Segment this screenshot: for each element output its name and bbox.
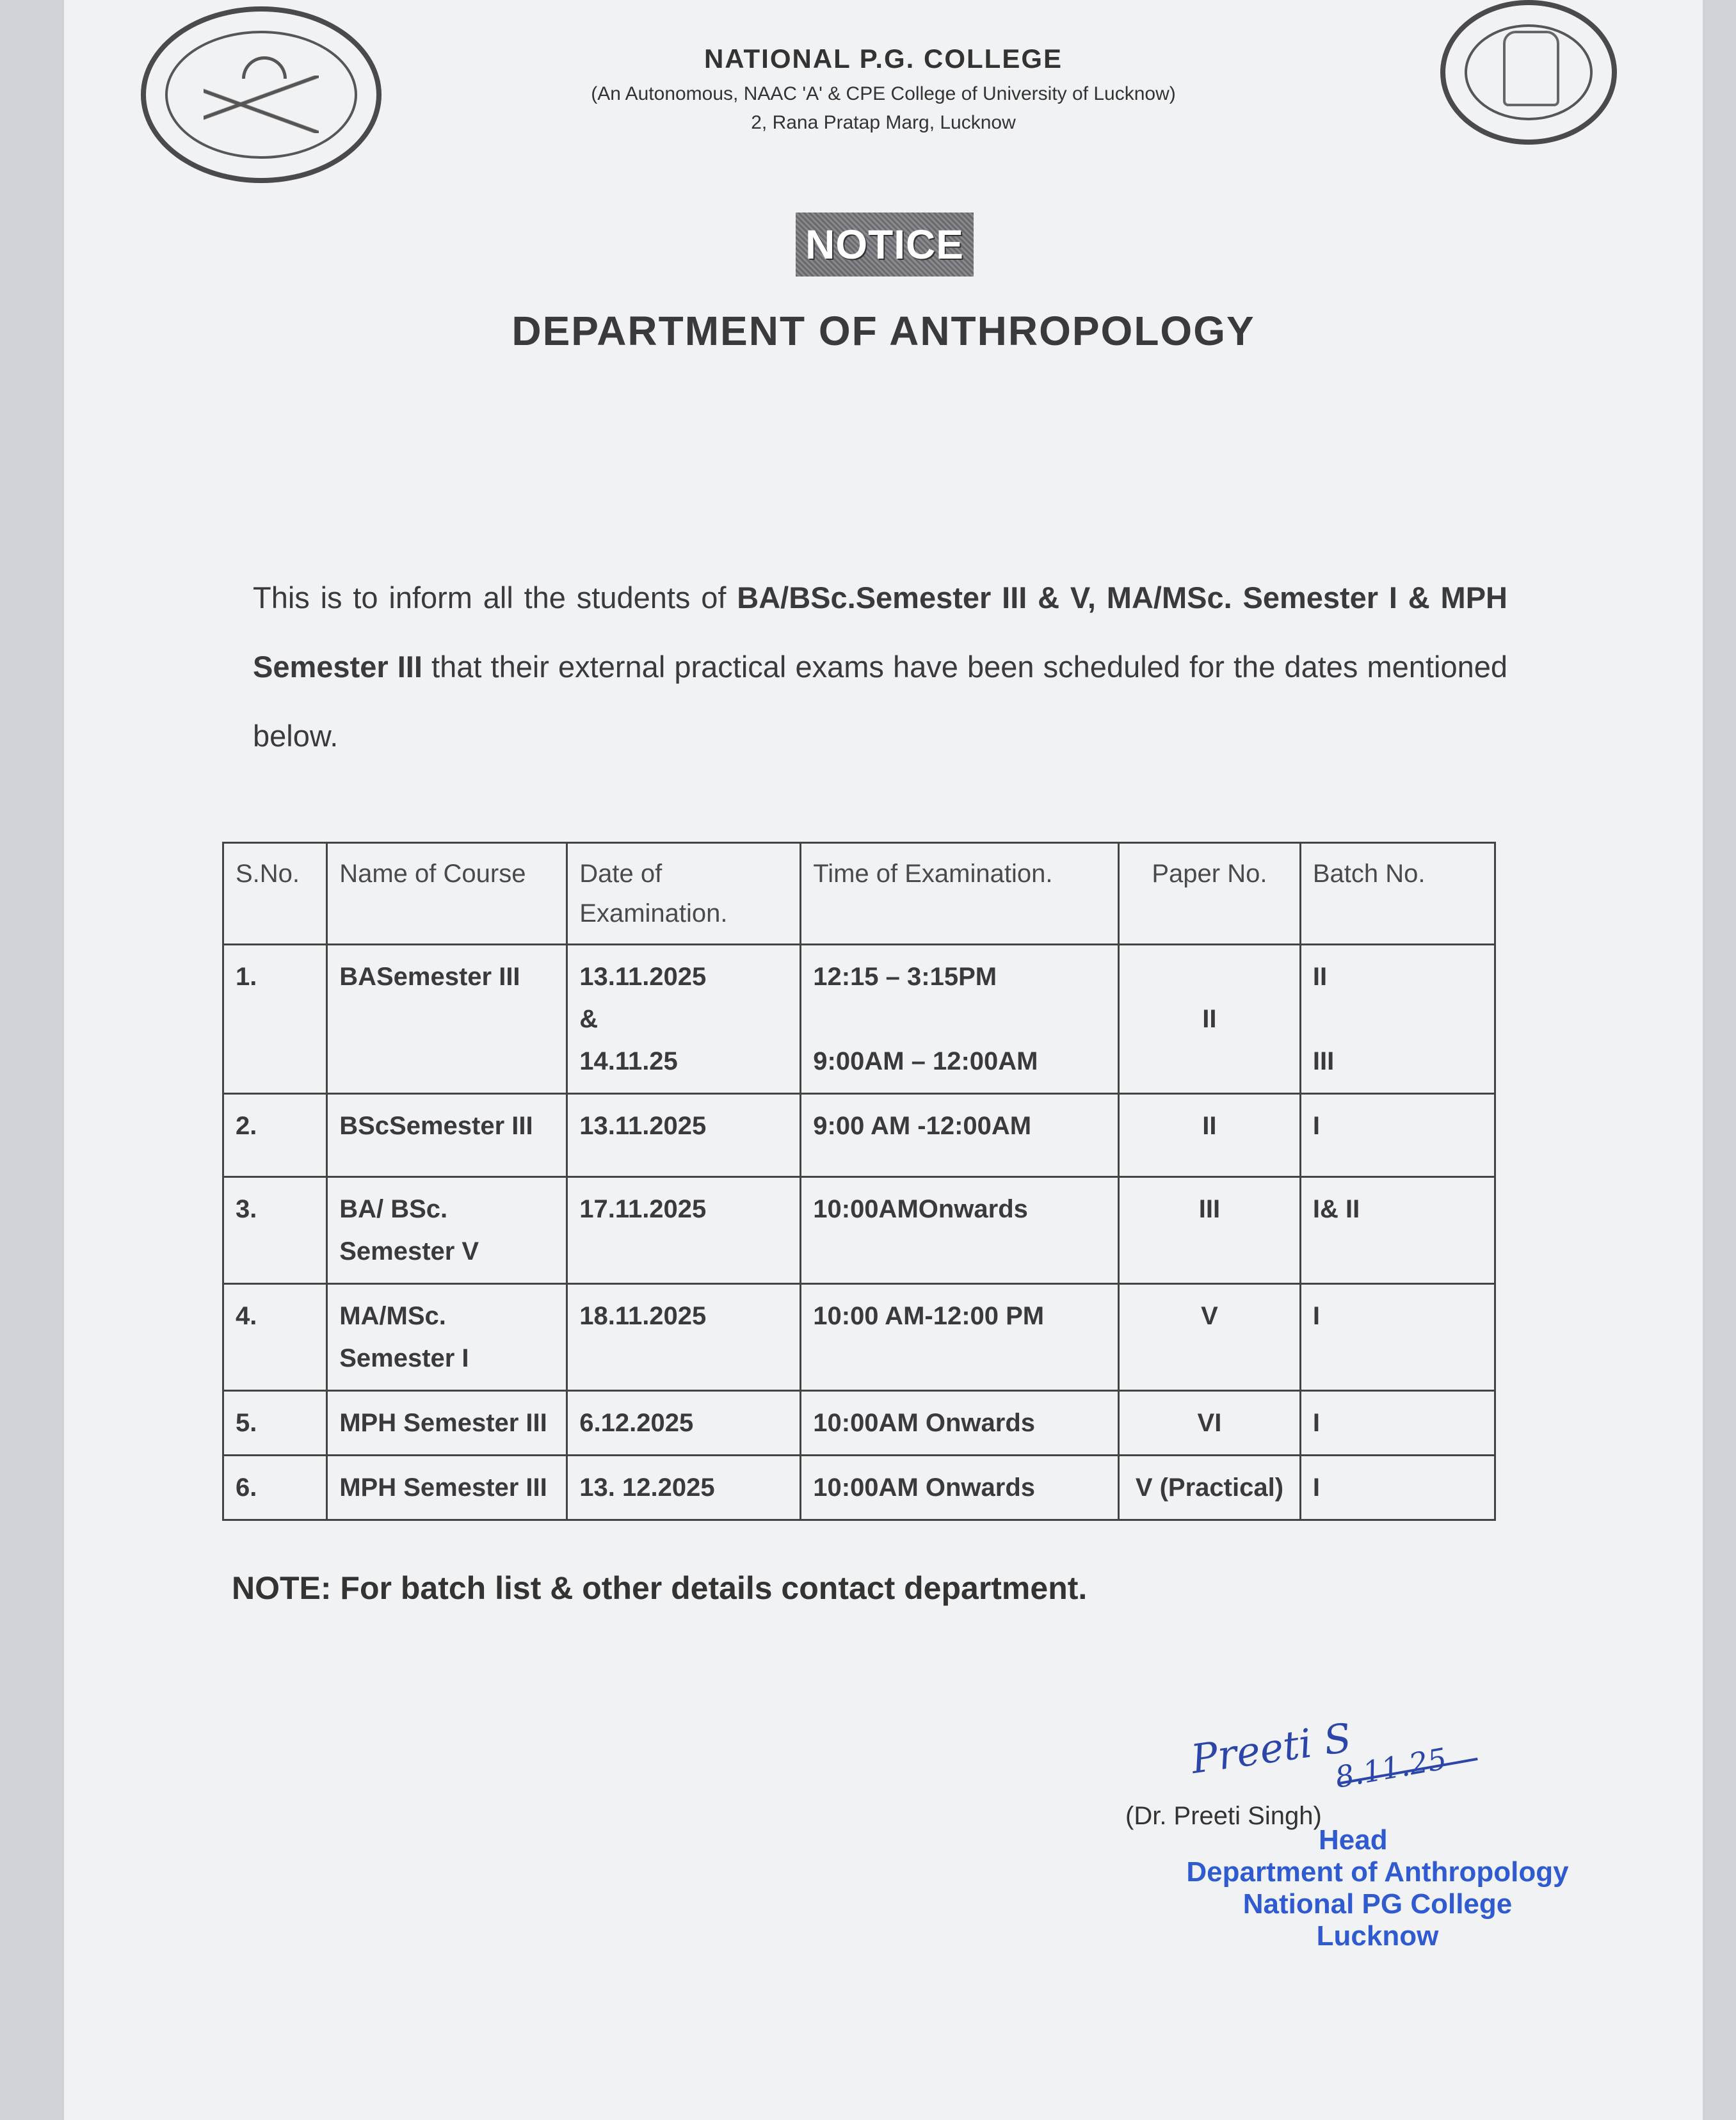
- cell-batch: I: [1300, 1456, 1495, 1520]
- header-paper: Paper No.: [1119, 843, 1301, 945]
- cell-course: MPH Semester III: [327, 1391, 567, 1456]
- cell-course: BASemester III: [327, 945, 567, 1094]
- stamp-college: National PG College: [1242, 1888, 1513, 1920]
- department-title: DEPARTMENT OF ANTHROPOLOGY: [511, 308, 1255, 354]
- cell-paper: V: [1119, 1284, 1301, 1391]
- header-sno: S.No.: [223, 843, 327, 945]
- cell-date: 6.12.2025: [567, 1391, 801, 1456]
- handwritten-date: 8.11.25: [1332, 1741, 1449, 1795]
- table-row: [223, 1177, 1495, 1284]
- cell-sno: 4.: [223, 1284, 327, 1391]
- header-date: Date of Examination.: [567, 843, 801, 945]
- cell-date: 13.11.2025: [567, 1094, 801, 1177]
- notice-label: NOTICE: [796, 213, 974, 277]
- cell-paper: V (Practical): [1119, 1456, 1301, 1520]
- cell-batch-2: III: [1312, 1047, 1335, 1075]
- cell-course: MPH Semester III: [327, 1456, 567, 1520]
- cell-sno: 5.: [223, 1391, 327, 1456]
- paragraph-intro: This is to inform all the students of: [253, 581, 737, 614]
- notice-paper: [64, 0, 1703, 2120]
- cell-sno: 3.: [223, 1177, 327, 1284]
- cell-paper: II: [1119, 945, 1301, 1094]
- college-name: NATIONAL P.G. COLLEGE: [703, 44, 1063, 74]
- cell-date-2: 14.11.25: [579, 1047, 678, 1075]
- cell-time: 10:00AM Onwards: [801, 1456, 1119, 1520]
- paragraph-courses: BA/BSc.Semester III & V, MA/MSc. Semester I & MPH Semester III: [253, 581, 1507, 684]
- cell-date: 18.11.2025: [567, 1284, 801, 1391]
- cell-time: 9:00 AM -12:00AM: [801, 1094, 1119, 1177]
- cell-course: MA/MSc. Semester I: [327, 1284, 567, 1391]
- cell-date-1: 13.11.2025: [579, 963, 707, 991]
- handwritten-signature: Preeti S: [1188, 1714, 1354, 1783]
- stamp-department: Department of Anthropology: [1186, 1856, 1569, 1888]
- signer-name: (Dr. Preeti Singh): [1125, 1802, 1322, 1830]
- stamp-city: Lucknow: [1316, 1920, 1439, 1952]
- table-header-row: [223, 843, 1495, 945]
- cell-paper: VI: [1119, 1391, 1301, 1456]
- cell-time-1: 12:15 – 3:15PM: [813, 963, 997, 991]
- notice-paragraph: [253, 563, 1507, 771]
- cell-date: 17.11.2025: [567, 1177, 801, 1284]
- header-time: Time of Examination.: [801, 843, 1119, 945]
- cell-batch: I: [1300, 1094, 1495, 1177]
- cell-time: 10:00AMOnwards: [801, 1177, 1119, 1284]
- cell-course: BScSemester III: [327, 1094, 567, 1177]
- table-row: [223, 1391, 1495, 1456]
- cell-batch-1: II: [1312, 963, 1328, 991]
- header-batch: Batch No.: [1300, 843, 1495, 945]
- table-row: [223, 1456, 1495, 1520]
- table-row: [223, 1284, 1495, 1391]
- stamp-head: Head: [1319, 1824, 1388, 1856]
- cell-sno: 1.: [223, 945, 327, 1094]
- cell-sno: 6.: [223, 1456, 327, 1520]
- header-course: Name of Course: [327, 843, 567, 945]
- college-address: 2, Rana Pratap Marg, Lucknow: [751, 112, 1016, 133]
- exam-schedule-table: [222, 842, 1496, 1521]
- cell-time: 10:00 AM-12:00 PM: [801, 1284, 1119, 1391]
- note-text: NOTE: For batch list & other details contact department.: [232, 1570, 1088, 1606]
- college-subtitle: (An Autonomous, NAAC 'A' & CPE College of University of Lucknow): [591, 83, 1176, 104]
- cell-course: BA/ BSc. Semester V: [327, 1177, 567, 1284]
- table-row: [223, 1094, 1495, 1177]
- cell-batch: I& II: [1300, 1177, 1495, 1284]
- paragraph-rest: that their external practical exams have been scheduled for the dates mentioned below.: [253, 650, 1507, 753]
- cell-paper: III: [1119, 1177, 1301, 1284]
- cell-paper: II: [1119, 1094, 1301, 1177]
- cell-time-2: 9:00AM – 12:00AM: [813, 1047, 1038, 1075]
- cell-batch: I: [1300, 1284, 1495, 1391]
- cell-batch: I: [1300, 1391, 1495, 1456]
- cell-date: 13. 12.2025: [567, 1456, 801, 1520]
- table-row: [223, 945, 1495, 1094]
- cell-sno: 2.: [223, 1094, 327, 1177]
- cell-time: 10:00AM Onwards: [801, 1391, 1119, 1456]
- cell-batch: [1300, 945, 1495, 1094]
- cell-time: [801, 945, 1119, 1094]
- cell-date-amp: &: [579, 1005, 599, 1033]
- cell-date: [567, 945, 801, 1094]
